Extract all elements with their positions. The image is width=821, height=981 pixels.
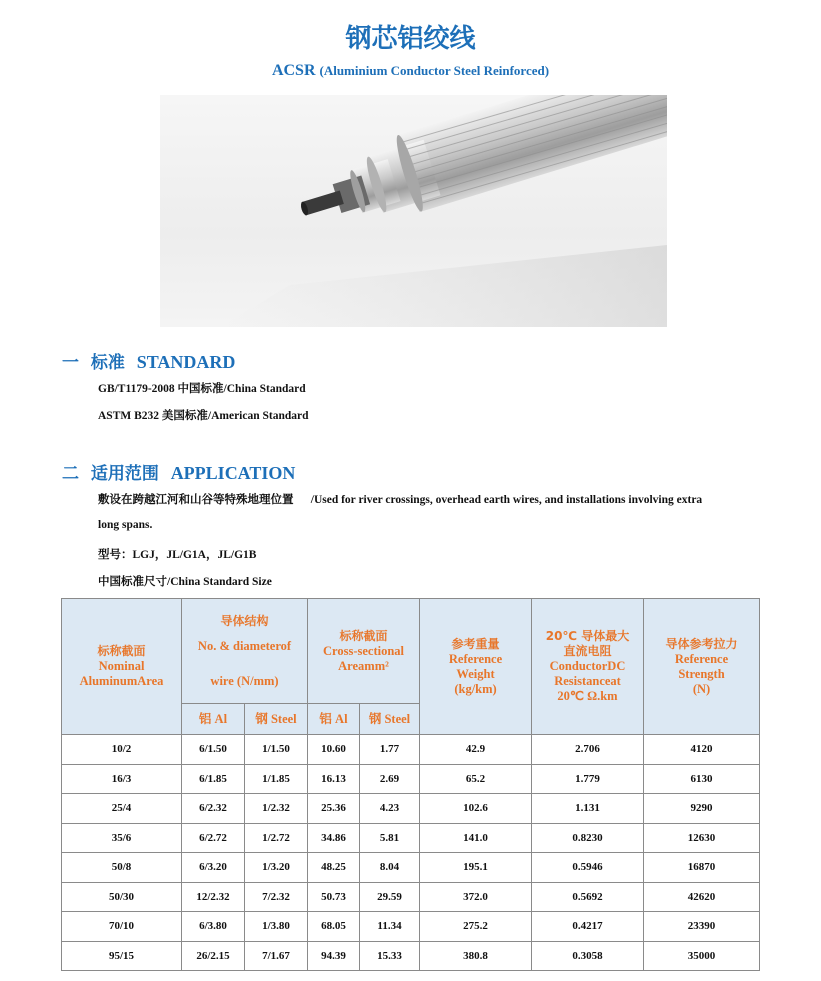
cable-product-image bbox=[160, 95, 667, 327]
table-row: 35/6 6/2.72 1/2.72 34.86 5.81 141.0 0.8230 12630 bbox=[62, 823, 760, 853]
subheader-al-area: 铝 Al bbox=[308, 704, 360, 735]
subheader-steel-wire: 钢 Steel bbox=[245, 704, 308, 735]
table-row: 70/10 6/3.80 1/3.80 68.05 11.34 275.2 0.4217 23390 bbox=[62, 912, 760, 942]
subheader-steel-area: 钢 Steel bbox=[360, 704, 420, 735]
header-conductor-structure: 导体结构 No. & diameterof wire (N/mm) bbox=[182, 599, 308, 704]
header-nominal-area: 标称截面 Nominal AluminumArea bbox=[62, 599, 182, 735]
table-body bbox=[62, 735, 760, 971]
table-row: 25/4 6/2.32 1/2.32 25.36 4.23 102.6 1.131 9290 bbox=[62, 794, 760, 824]
model-list: 型号：LGJ，JL/G1A，JL/G1B bbox=[98, 549, 257, 561]
acsr-spec-table bbox=[61, 598, 760, 971]
application-heading: 二 适用范围 APPLICATION bbox=[62, 463, 296, 484]
page-subtitle bbox=[0, 62, 821, 80]
application-description: 敷设在跨越江河和山谷等特殊地理位置 /Used for river crossings, overhead earth wires, and installations involving extra bbox=[98, 494, 703, 506]
application-description-cont: long spans. bbox=[98, 519, 153, 531]
size-caption: 中国标准尺寸/China Standard Size bbox=[98, 576, 272, 588]
subtitle-acronym: ACSR bbox=[271, 62, 316, 79]
table-row: 10/2 6/1.50 1/1.50 10.60 1.77 42.9 2.706 4120 bbox=[62, 735, 760, 765]
standard-line-america: ASTM B232 美国标准/American Standard bbox=[98, 410, 309, 422]
header-reference-weight: 参考重量 Reference Weight (kg/km) bbox=[420, 599, 532, 735]
subtitle-expansion: (Aluminium Conductor Steel Reinforced) bbox=[319, 63, 550, 78]
acsr-cable-illustration bbox=[160, 95, 667, 327]
table-row: 16/3 6/1.85 1/1.85 16.13 2.69 65.2 1.779 6130 bbox=[62, 764, 760, 794]
header-dc-resistance: 20℃ 导体最大 直流电阻 ConductorDC Resistanceat 20℃ Ω.km bbox=[532, 599, 644, 735]
table-row: 95/15 26/2.15 7/1.67 94.39 15.33 380.8 0.3058 35000 bbox=[62, 941, 760, 971]
standard-line-china: GB/T1179-2008 中国标准/China Standard bbox=[98, 383, 306, 395]
table-row: 50/8 6/3.20 1/3.20 48.25 8.04 195.1 0.5946 16870 bbox=[62, 853, 760, 883]
subheader-al-wire: 铝 Al bbox=[182, 704, 245, 735]
table-row: 50/30 12/2.32 7/2.32 50.73 29.59 372.0 0.5692 42620 bbox=[62, 882, 760, 912]
header-cross-section: 标称截面 Cross-sectional Areamm² bbox=[308, 599, 420, 704]
page-title: 钢芯铝绞线 bbox=[345, 24, 476, 54]
header-reference-strength: 导体参考拉力 Reference Strength (N) bbox=[644, 599, 760, 735]
standard-heading: 一 标准 STANDARD bbox=[62, 352, 236, 373]
